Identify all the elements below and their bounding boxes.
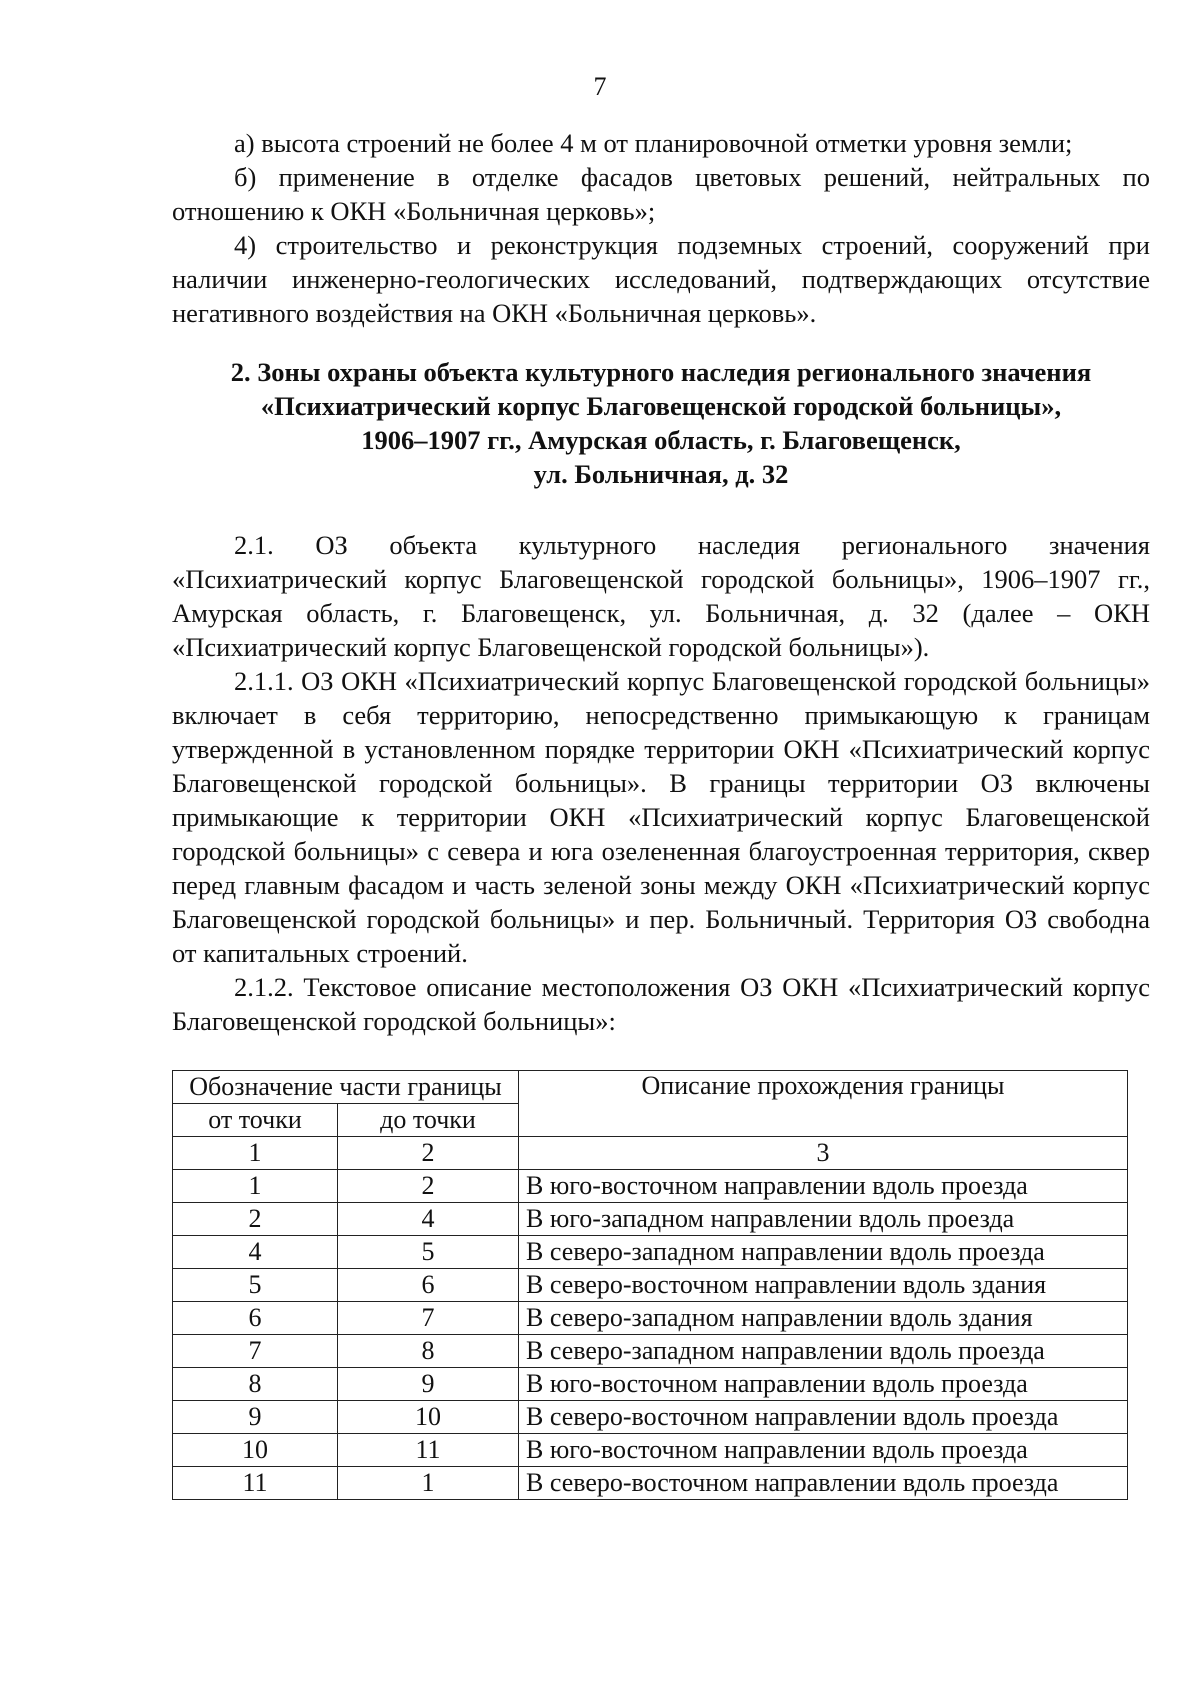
column-number: 3: [519, 1137, 1128, 1170]
boundary-table-wrap: [172, 1070, 1128, 1500]
heading-line: 1906–1907 гг., Амурская область, г. Благовещенск,: [361, 425, 961, 455]
cell-description: В юго-восточном направлении вдоль проезда: [519, 1368, 1128, 1401]
table-row: [173, 1467, 1128, 1500]
table-row: [173, 1170, 1128, 1203]
paragraph-b: б) применение в отделке фасадов цветовых решений, нейтральных по отношению к ОКН «Больничная церковь»;: [172, 162, 1150, 226]
table-row: [173, 1269, 1128, 1302]
header-description: Описание прохождения границы: [519, 1071, 1128, 1137]
paragraph-a: а) высота строений не более 4 м от планировочной отметки уровня земли;: [234, 128, 1073, 158]
cell-to: 6: [338, 1269, 519, 1302]
paragraph-4: 4) строительство и реконструкция подземных строений, сооружений при наличии инженерно-геологических исследований, подтверждающих отсутствие негативного воздействия на ОКН «Больничная церковь».: [172, 230, 1150, 328]
section-paragraphs: [172, 528, 1150, 1038]
cell-to: 10: [338, 1401, 519, 1434]
table-row: [173, 1236, 1128, 1269]
cell-from: 1: [173, 1170, 338, 1203]
header-boundary-part: Обозначение части границы: [173, 1071, 519, 1104]
cell-from: 4: [173, 1236, 338, 1269]
page-number: 7: [593, 72, 607, 101]
heading-line: 2. Зоны охраны объекта культурного наследия регионального значения: [230, 357, 1092, 387]
section-heading: [172, 355, 1150, 491]
cell-description: В северо-западном направлении вдоль проезда: [519, 1335, 1128, 1368]
table-row: [173, 1368, 1128, 1401]
cell-to: 2: [338, 1170, 519, 1203]
table-row: [173, 1302, 1128, 1335]
column-number-row: [173, 1137, 1128, 1170]
table-row: [173, 1434, 1128, 1467]
cell-from: 2: [173, 1203, 338, 1236]
cell-from: 7: [173, 1335, 338, 1368]
table-header-row: [173, 1071, 1128, 1104]
cell-to: 7: [338, 1302, 519, 1335]
paragraph-2-1: 2.1. ОЗ объекта культурного наследия регионального значения «Психиатрический корпус Благовещенской городской больницы», 1906–1907 гг., Амурская область, г. Благовещенск, ул. Больничная, д. 32 (далее – ОКН «Психиатрический корпус Благовещенской городской больницы»).: [172, 530, 1150, 662]
cell-description: В северо-восточном направлении вдоль проезда: [519, 1401, 1128, 1434]
heading-line: ул. Больничная, д. 32: [533, 459, 789, 489]
cell-from: 6: [173, 1302, 338, 1335]
cell-description: В северо-восточном направлении вдоль здания: [519, 1269, 1128, 1302]
cell-from: 11: [173, 1467, 338, 1500]
boundary-table: [172, 1070, 1128, 1500]
cell-description: В северо-западном направлении вдоль здания: [519, 1302, 1128, 1335]
table-row: [173, 1335, 1128, 1368]
cell-description: В северо-западном направлении вдоль проезда: [519, 1236, 1128, 1269]
cell-to: 11: [338, 1434, 519, 1467]
column-number: 2: [338, 1137, 519, 1170]
cell-from: 8: [173, 1368, 338, 1401]
cell-to: 9: [338, 1368, 519, 1401]
heading-line: «Психиатрический корпус Благовещенской городской больницы»,: [260, 391, 1062, 421]
cell-from: 5: [173, 1269, 338, 1302]
cell-to: 8: [338, 1335, 519, 1368]
cell-from: 9: [173, 1401, 338, 1434]
cell-description: В северо-восточном направлении вдоль проезда: [519, 1467, 1128, 1500]
cell-description: В юго-восточном направлении вдоль проезда: [519, 1434, 1128, 1467]
cell-to: 5: [338, 1236, 519, 1269]
cell-to: 4: [338, 1203, 519, 1236]
top-paragraphs: [172, 126, 1150, 330]
paragraph-2-1-1: 2.1.1. ОЗ ОКН «Психиатрический корпус Благовещенской городской больницы» включает в себя территорию, непосредственно примыкающую к границам утвержденной в установленном порядке территории ОКН «Психиатрический корпус Благовещенской городской больницы». В границы территории ОЗ включены примыкающие к территории ОКН «Психиатрический корпус Благовещенской городской больницы» с севера и юга озелененная благоустроенная территория, сквер перед главным фасадом и часть зеленой зоны между ОКН «Психиатрический корпус Благовещенской городской больницы» и пер. Больничный. Территория ОЗ свободна от капитальных строений.: [172, 666, 1150, 968]
header-to-point: до точки: [338, 1104, 519, 1137]
cell-from: 10: [173, 1434, 338, 1467]
table-row: [173, 1401, 1128, 1434]
cell-description: В юго-западном направлении вдоль проезда: [519, 1203, 1128, 1236]
cell-to: 1: [338, 1467, 519, 1500]
table-row: [173, 1203, 1128, 1236]
header-from-point: от точки: [173, 1104, 338, 1137]
paragraph-2-1-2: 2.1.2. Текстовое описание местоположения ОЗ ОКН «Психиатрический корпус Благовещенской городской больницы»:: [172, 972, 1150, 1036]
cell-description: В юго-восточном направлении вдоль проезда: [519, 1170, 1128, 1203]
column-number: 1: [173, 1137, 338, 1170]
